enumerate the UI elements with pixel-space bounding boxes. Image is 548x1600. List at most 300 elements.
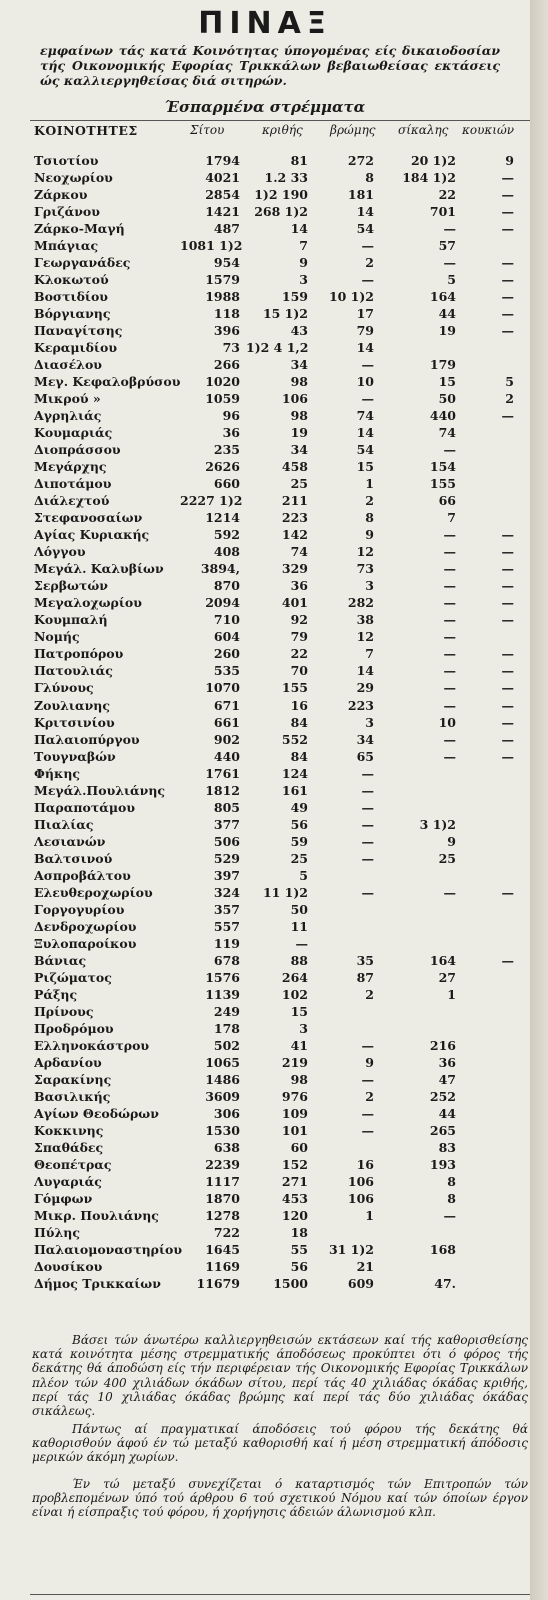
table-row (0, 816, 530, 833)
cell-krithis: 102 (281, 986, 308, 1002)
cell-vromis: 79 (356, 323, 374, 339)
table-row (0, 594, 530, 611)
table-row (0, 765, 530, 782)
table-subtitle: εμφαίνων τάς κατά Κοινότητας ύπογομένας είς δικαιοδοσίαν τής Οικονομικής Εφορίας Τρικκάλων βεβαιωθείσας εκτάσεις ώς καλλιεργηθείσας διά σιτηρών. (40, 43, 500, 88)
table-row (0, 1020, 530, 1037)
cell-sikalis: — (443, 221, 456, 237)
cell-sikalis: 47. (434, 1276, 456, 1292)
cell-sikalis: 10 (438, 714, 456, 730)
cell-krithis: 9 (299, 255, 308, 271)
cell-vromis: 223 (347, 697, 374, 713)
cell-krithis: 552 (281, 731, 308, 747)
cell-vromis: — (361, 1071, 374, 1087)
cell-vromis: 9 (365, 527, 374, 543)
cell-koukion: — (501, 272, 514, 288)
cell-koukion: — (501, 408, 514, 424)
cell-sikalis: — (443, 646, 456, 662)
cell-sikalis: 83 (438, 1139, 456, 1155)
cell-krithis: 329 (281, 561, 308, 577)
cell-name: Ζάρκο-Μαγή (34, 221, 125, 237)
cell-sitou: 266 (213, 357, 240, 373)
cell-krithis: 109 (281, 1105, 308, 1121)
table-row (0, 1071, 530, 1088)
cell-krithis: 5 (299, 867, 308, 883)
cell-sitou: 557 (213, 918, 240, 934)
cell-sitou: 306 (213, 1105, 240, 1121)
cell-name: Πύλης (34, 1224, 80, 1240)
cell-krithis: 1.2 33 (264, 170, 308, 186)
cell-krithis: 11 (290, 918, 308, 934)
cell-koukion: — (501, 544, 514, 560)
table-row (0, 662, 530, 679)
cell-sikalis: 44 (438, 306, 456, 322)
cell-krithis: 84 (290, 748, 308, 764)
table-row (0, 1139, 530, 1156)
cell-sikalis: — (443, 1207, 456, 1223)
cell-sitou: 397 (213, 867, 240, 883)
cell-name: Γριζάνου (34, 204, 100, 220)
cell-sitou: 1870 (205, 1190, 240, 1206)
cell-sikalis: — (443, 680, 456, 696)
cell-krithis: 18 (290, 1224, 308, 1240)
cell-sitou: 178 (213, 1020, 240, 1036)
table-row (0, 867, 530, 884)
cell-name: Κουμπαλή (34, 612, 108, 628)
cell-vromis: 74 (356, 408, 374, 424)
cell-name: Κουμαριάς (34, 425, 113, 441)
cell-sitou: 249 (213, 1003, 240, 1019)
table-row (0, 1258, 530, 1275)
cell-sitou: 408 (213, 544, 240, 560)
cell-koukion: — (501, 561, 514, 577)
cell-name: Λεσιανών (34, 833, 106, 849)
cell-vromis: 73 (356, 561, 374, 577)
cell-koukion: — (501, 527, 514, 543)
cell-krithis: 1500 (273, 1276, 308, 1292)
cell-vromis: — (361, 765, 374, 781)
cell-name: Βόργιανης (34, 306, 111, 322)
header-vromis: βρώμης (330, 123, 376, 137)
table-row (0, 271, 530, 288)
cell-vromis: 181 (347, 187, 374, 203)
section-title: Έσπαρμένα στρέμματα (164, 98, 366, 116)
cell-vromis: — (361, 272, 374, 288)
table-row (0, 884, 530, 901)
cell-sikalis: 22 (438, 187, 456, 203)
table-row (0, 203, 530, 220)
cell-sitou: 870 (213, 578, 240, 594)
cell-vromis: 21 (356, 1259, 374, 1275)
cell-sikalis: — (443, 544, 456, 560)
cell-sikalis: — (443, 884, 456, 900)
cell-name: Διποτάμου (34, 476, 112, 492)
cell-vromis: 2 (365, 255, 374, 271)
cell-sitou: 710 (213, 612, 240, 628)
cell-koukion: — (501, 204, 514, 220)
cell-sikalis: 47 (438, 1071, 456, 1087)
cell-koukion: 9 (505, 153, 514, 168)
table-row (0, 731, 530, 748)
cell-krithis: 120 (281, 1207, 308, 1223)
cell-vromis: — (361, 238, 374, 254)
cell-name: Μικρ. Πουλιάνης (34, 1207, 159, 1223)
cell-sikalis: 252 (429, 1088, 456, 1104)
cell-koukion: 2 (505, 391, 514, 407)
cell-sitou: 2854 (205, 187, 240, 203)
table-row (0, 356, 530, 373)
cell-sikalis: 66 (438, 493, 456, 509)
table-row (0, 288, 530, 305)
cell-krithis: 1)2 190 (254, 187, 308, 203)
cell-vromis: 8 (365, 170, 374, 186)
cell-krithis: 152 (281, 1156, 308, 1172)
table-row (0, 952, 530, 969)
cell-vromis: 1 (365, 476, 374, 492)
cell-vromis: — (361, 799, 374, 815)
cell-krithis: 15 1)2 (262, 306, 308, 322)
cell-krithis: 219 (281, 1054, 308, 1070)
cell-sikalis: 20 1)2 (410, 153, 456, 168)
cell-vromis: 29 (356, 680, 374, 696)
cell-koukion: — (501, 663, 514, 679)
cell-sitou: 1117 (205, 1173, 240, 1189)
cell-vromis: 8 (365, 510, 374, 526)
cell-vromis: 14 (356, 204, 374, 220)
cell-name: Τουγναβών (34, 748, 116, 764)
table-row (0, 373, 530, 390)
cell-sitou: 1020 (205, 374, 240, 390)
cell-sitou: 4021 (205, 170, 240, 186)
cell-krithis: 59 (290, 833, 308, 849)
cell-vromis: 17 (356, 306, 374, 322)
cell-name: Τσιοτίου (34, 153, 99, 168)
table-row (0, 1224, 530, 1241)
cell-sitou: 604 (213, 629, 240, 645)
cell-krithis: 34 (290, 442, 308, 458)
cell-name: Μικρού » (34, 391, 101, 407)
cell-krithis: 458 (281, 459, 308, 475)
cell-vromis: — (361, 391, 374, 407)
cell-vromis: 14 (356, 425, 374, 441)
cell-sikalis: 154 (429, 459, 456, 475)
cell-vromis: 3 (365, 714, 374, 730)
cell-krithis: 159 (281, 289, 308, 305)
cell-krithis: 88 (290, 952, 308, 968)
table-row (0, 799, 530, 816)
cell-krithis: 50 (290, 901, 308, 917)
cell-vromis: 12 (356, 629, 374, 645)
table-row (0, 152, 530, 169)
table-row (0, 407, 530, 424)
cell-sikalis: 7 (447, 510, 456, 526)
cell-name: Μεγάρχης (34, 459, 107, 475)
cell-name: Μεγ. Κεφαλοβρύσου (34, 374, 181, 390)
cell-krithis: 41 (290, 1037, 308, 1053)
table-row (0, 986, 530, 1003)
cell-krithis: 98 (290, 1071, 308, 1087)
bottom-rule (30, 1594, 530, 1595)
cell-vromis: 106 (347, 1190, 374, 1206)
cell-sitou: 1421 (205, 204, 240, 220)
cell-sitou: 3609 (205, 1088, 240, 1104)
cell-sikalis: 8 (447, 1190, 456, 1206)
cell-sikalis: — (443, 663, 456, 679)
cell-name: Βάνιας (34, 952, 87, 968)
cell-sitou: 1139 (205, 986, 240, 1002)
table-row (0, 714, 530, 731)
cell-krithis: 81 (290, 153, 308, 168)
cell-sitou: 2626 (205, 459, 240, 475)
cell-name: Φήκης (34, 765, 81, 781)
cell-sikalis: — (443, 612, 456, 628)
cell-vromis: 10 (356, 374, 374, 390)
cell-name: Κοκκινης (34, 1122, 104, 1138)
cell-koukion: — (501, 646, 514, 662)
cell-sitou: 1214 (205, 510, 240, 526)
cell-name: Βασιλικής (34, 1088, 111, 1104)
cell-krithis: 25 (290, 850, 308, 866)
paragraph-1: Βάσει τών άνωτέρω καλλιεργηθεισών εκτάσεων καί τής καθορισθείσης κατά κοινότητα μέσης στρεμματικής άποδόσεως προκύπτει ότι ό φόρος τής δεκάτης θά άποδώση είς τήν περιφέρειαν τής Οικονομικής Εφορίας Τρικκάλων πλέον τών 400 χιλιάδων όκάδων σίτου, περί τάς 40 χιλιάδας όκάδας κριθής, περί τάς 10 χιλιάδας όκάδας βρώμης καί περί τάς δύο χιλιάδας όκάδας σικάλεως. (32, 1333, 528, 1419)
cell-name: Αρδανίου (34, 1054, 102, 1070)
cell-vromis: 34 (356, 731, 374, 747)
cell-sikalis: — (443, 748, 456, 764)
cell-krithis: 15 (290, 1003, 308, 1019)
cell-name: Σαρακίνης (34, 1071, 112, 1087)
cell-sikalis: 5 (447, 272, 456, 288)
cell-name: Κλοκωτού (34, 272, 109, 288)
cell-name: Ασπροβάλτου (34, 867, 131, 883)
cell-krithis: 142 (281, 527, 308, 543)
cell-krithis: 1)2 4 1,2 (246, 340, 309, 356)
cell-vromis: 35 (356, 952, 374, 968)
table-row (0, 1275, 530, 1292)
cell-vromis: 3 (365, 578, 374, 594)
cell-krithis: 271 (281, 1173, 308, 1189)
cell-krithis: 16 (290, 697, 308, 713)
table-row (0, 1122, 530, 1139)
table-row (0, 1037, 530, 1054)
cell-sitou: 440 (213, 748, 240, 764)
cell-vromis: 38 (356, 612, 374, 628)
cell-name: Ζάρκου (34, 187, 88, 203)
cell-sitou: 678 (213, 952, 240, 968)
cell-name: Προδρόμου (34, 1020, 114, 1036)
cell-sitou: 661 (213, 714, 240, 730)
table-row (0, 611, 530, 628)
cell-sitou: 96 (222, 408, 240, 424)
table-row (0, 850, 530, 867)
cell-name: Ριζώματος (34, 969, 112, 985)
cell-sikalis: 179 (429, 357, 456, 373)
cell-sitou: 660 (213, 476, 240, 492)
table-row (0, 339, 530, 356)
cell-vromis: 2 (365, 986, 374, 1002)
cell-koukion: — (501, 578, 514, 594)
cell-krithis: 161 (281, 782, 308, 798)
cell-sitou: 722 (213, 1224, 240, 1240)
table-row (0, 918, 530, 935)
cell-sikalis: 44 (438, 1105, 456, 1121)
cell-sikalis: 164 (429, 289, 456, 305)
cell-name: Ξυλοπαροίκου (34, 935, 137, 951)
cell-sitou: 118 (213, 306, 240, 322)
cell-krithis: 155 (281, 680, 308, 696)
table-row (0, 969, 530, 986)
cell-sikalis: — (443, 595, 456, 611)
table-row (0, 1207, 530, 1224)
cell-name: Κριτσινίου (34, 714, 115, 730)
cell-sitou: 592 (213, 527, 240, 543)
cell-sikalis: — (443, 527, 456, 543)
cell-koukion: — (501, 680, 514, 696)
header-koukion: κουκιών (462, 123, 515, 137)
table-row (0, 254, 530, 271)
table-row (0, 935, 530, 952)
table-row (0, 1088, 530, 1105)
cell-sitou: 1169 (205, 1259, 240, 1275)
cell-sikalis: 3 1)2 (419, 816, 456, 832)
cell-name: Κεραμιδίου (34, 340, 117, 356)
cell-sitou: 73 (222, 340, 240, 356)
paragraph-3: Έν τώ μεταξύ συνεχίζεται ό καταρτισμός τών Επιτροπών τών προβλεπομένων ύπό τού άρθρου 6 τού σχετικού Νόμου καί τών όποίων έργον είναι ή είσπραξις τού φόρου, ή χορήγησις άδειών άλωνισμού κλπ. (32, 1477, 528, 1520)
cell-name: Ράξης (34, 986, 78, 1002)
cell-name: Ελληνοκάστρου (34, 1037, 150, 1053)
cell-koukion: — (501, 595, 514, 611)
cell-vromis: 65 (356, 748, 374, 764)
cell-name: Ελευθεροχωρίου (34, 884, 153, 900)
cell-krithis: 7 (299, 238, 308, 254)
cell-sikalis: 265 (429, 1122, 456, 1138)
cell-sikalis: 440 (429, 408, 456, 424)
cell-koukion: — (501, 221, 514, 237)
cell-vromis: 609 (347, 1276, 374, 1292)
cell-vromis: 2 (365, 493, 374, 509)
cell-name: Μπάγιας (34, 238, 99, 254)
cell-vromis: 10 1)2 (328, 289, 374, 305)
table-row (0, 424, 530, 441)
cell-vromis: 14 (356, 340, 374, 356)
cell-krithis: 56 (290, 1259, 308, 1275)
cell-vromis: — (361, 1037, 374, 1053)
cell-sikalis: 168 (429, 1242, 456, 1257)
cell-sikalis: 36 (438, 1054, 456, 1070)
cell-sitou: 1761 (205, 765, 240, 781)
cell-krithis: 223 (281, 510, 308, 526)
cell-name: Θεοπέτρας (34, 1156, 112, 1172)
cell-krithis: 56 (290, 816, 308, 832)
cell-krithis: 79 (290, 629, 308, 645)
cell-krithis: 11 1)2 (262, 884, 308, 900)
cell-sikalis: 8 (447, 1173, 456, 1189)
cell-sitou: 324 (213, 884, 240, 900)
cell-koukion: — (501, 170, 514, 186)
cell-krithis: 401 (281, 595, 308, 611)
cell-sitou: 902 (213, 731, 240, 747)
table-row (0, 237, 530, 254)
table-row (0, 1156, 530, 1173)
table-row (0, 509, 530, 526)
cell-vromis: — (361, 850, 374, 866)
cell-sikalis: — (443, 442, 456, 458)
cell-name: Γλύνους (34, 680, 94, 696)
cell-sitou: 377 (213, 816, 240, 832)
cell-name: Βοστιδίου (34, 289, 108, 305)
cell-sitou: 1579 (205, 272, 240, 288)
cell-vromis: 272 (347, 153, 374, 168)
cell-name: Αγίας Κυριακής (34, 527, 150, 543)
cell-sitou: 396 (213, 323, 240, 339)
cell-krithis: 453 (281, 1190, 308, 1206)
cell-krithis: 976 (281, 1088, 308, 1104)
cell-krithis: 25 (290, 476, 308, 492)
cell-koukion: — (501, 612, 514, 628)
cell-vromis: 2 (365, 1088, 374, 1104)
cell-name: Δενδροχωρίου (34, 918, 137, 934)
cell-krithis: — (295, 935, 308, 951)
cell-name: Παλαιοπύργου (34, 731, 140, 747)
cell-vromis: 282 (347, 595, 374, 611)
cell-krithis: 14 (290, 221, 308, 237)
table-row (0, 322, 530, 339)
cell-name: Διάλεχτού (34, 493, 110, 509)
table-row (0, 1241, 530, 1258)
table-row (0, 1054, 530, 1071)
cell-koukion: — (501, 289, 514, 305)
cell-sitou: 1576 (205, 969, 240, 985)
cell-koukion: — (501, 306, 514, 322)
table-row (0, 441, 530, 458)
cell-krithis: 211 (281, 493, 308, 509)
cell-vromis: 16 (356, 1156, 374, 1172)
cell-vromis: 12 (356, 544, 374, 560)
cell-name: Νομής (34, 629, 80, 645)
cell-sitou: 1278 (205, 1207, 240, 1223)
cell-sikalis: 19 (438, 323, 456, 339)
cell-name: Παναγίτσης (34, 323, 123, 339)
cell-name: Αγρηλιάς (34, 408, 102, 424)
cell-name: Αγίων Θεοδώρων (34, 1105, 159, 1121)
cell-name: Μεγάλ.Πουλιάνης (34, 782, 166, 798)
table-row (0, 305, 530, 322)
cell-krithis: 98 (290, 374, 308, 390)
cell-name: Λυγαριάς (34, 1173, 102, 1189)
cell-sitou: 1530 (205, 1122, 240, 1138)
cell-krithis: 60 (290, 1139, 308, 1155)
cell-krithis: 264 (281, 969, 308, 985)
cell-krithis: 3 (299, 1020, 308, 1036)
cell-name: Νεοχωρίου (34, 170, 113, 186)
cell-name: Πατουλιάς (34, 663, 113, 679)
cell-sikalis: 57 (438, 238, 456, 254)
table-row (0, 901, 530, 918)
cell-sikalis: — (443, 731, 456, 747)
cell-name: Παλαιομοναστηρίου (34, 1242, 183, 1257)
table-row (0, 543, 530, 560)
cell-koukion: — (501, 697, 514, 713)
cell-sikalis: 193 (429, 1156, 456, 1172)
cell-vromis: 54 (356, 221, 374, 237)
cell-krithis: 49 (290, 799, 308, 815)
cell-sitou: 1794 (205, 153, 240, 168)
cell-sikalis: 701 (429, 204, 456, 220)
cell-krithis: 106 (281, 391, 308, 407)
cell-vromis: 54 (356, 442, 374, 458)
cell-sitou: 1812 (205, 782, 240, 798)
cell-name: Παραποτάμου (34, 799, 136, 815)
table-row (0, 645, 530, 662)
cell-koukion: — (501, 187, 514, 203)
cell-sitou: 805 (213, 799, 240, 815)
